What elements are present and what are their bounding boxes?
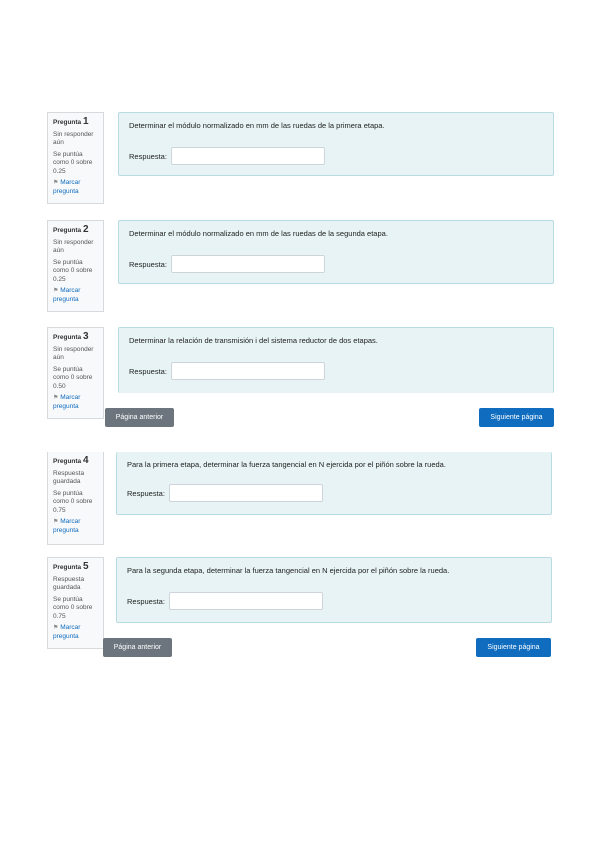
flag-icon: ⚑ — [53, 180, 59, 186]
question-state: Sin responder aún — [53, 345, 94, 361]
question-state: Respuesta guardada — [53, 469, 85, 485]
answer-label: Respuesta: — [129, 152, 167, 161]
question-info — [47, 220, 104, 312]
answer-label: Respuesta: — [127, 597, 165, 606]
question-number: Pregunta 5 — [53, 561, 89, 572]
question-info — [47, 112, 104, 204]
question-grade: Se puntúa como 0 sobre 0.25 — [53, 258, 93, 283]
flag-question-link[interactable]: ⚑ Marcar pregunta — [53, 179, 81, 195]
answer-input[interactable] — [169, 592, 323, 610]
question-number: Pregunta 3 — [53, 331, 89, 342]
question-content — [116, 557, 552, 623]
question-grade: Se puntúa como 0 sobre 0.50 — [53, 365, 93, 390]
question-content — [118, 327, 554, 393]
answer-input[interactable] — [171, 255, 325, 273]
question-content — [118, 112, 554, 176]
question-content — [116, 452, 552, 515]
flag-question-link[interactable]: ⚑ Marcar pregunta — [53, 518, 81, 534]
question-info — [47, 327, 104, 419]
answer-input[interactable] — [169, 484, 323, 502]
previous-page-button[interactable]: Página anterior — [105, 408, 174, 427]
question-state: Respuesta guardada — [53, 575, 85, 591]
question-text: Determinar el módulo normalizado en mm de las ruedas de la segunda etapa. — [129, 229, 388, 238]
question-number: Pregunta 1 — [53, 116, 89, 127]
flag-icon: ⚑ — [53, 625, 59, 631]
question-text: Determinar la relación de transmisión i del sistema reductor de dos etapas. — [129, 336, 378, 345]
flag-icon: ⚑ — [53, 519, 59, 525]
question-grade: Se puntúa como 0 sobre 0.75 — [53, 595, 93, 620]
flag-icon: ⚑ — [53, 395, 59, 401]
page-break-mask — [118, 393, 558, 403]
question-content — [118, 220, 554, 284]
question-info — [47, 557, 104, 649]
question-text: Para la primera etapa, determinar la fuerza tangencial en N ejercida por el piñón sobre la rueda. — [127, 460, 446, 469]
question-grade: Se puntúa como 0 sobre 0.25 — [53, 150, 93, 175]
answer-input[interactable] — [171, 147, 325, 165]
question-state: Sin responder aún — [53, 238, 94, 254]
previous-page-button[interactable]: Página anterior — [103, 638, 172, 657]
answer-input[interactable] — [171, 362, 325, 380]
flag-question-link[interactable]: ⚑ Marcar pregunta — [53, 624, 81, 640]
question-info — [47, 452, 104, 545]
question-text: Para la segunda etapa, determinar la fuerza tangencial en N ejercida por el piñón sobre la rueda. — [127, 566, 450, 575]
next-page-button[interactable]: Siguiente página — [479, 408, 554, 427]
answer-label: Respuesta: — [129, 260, 167, 269]
answer-label: Respuesta: — [127, 489, 165, 498]
question-text: Determinar el módulo normalizado en mm de las ruedas de la primera etapa. — [129, 121, 385, 130]
next-page-button[interactable]: Siguiente página — [476, 638, 551, 657]
question-grade: Se puntúa como 0 sobre 0.75 — [53, 489, 93, 514]
question-number: Pregunta 4 — [53, 455, 89, 466]
question-number: Pregunta 2 — [53, 224, 89, 235]
question-state: Sin responder aún — [53, 130, 94, 146]
flag-icon: ⚑ — [53, 288, 59, 294]
flag-question-link[interactable]: ⚑ Marcar pregunta — [53, 287, 81, 303]
flag-question-link[interactable]: ⚑ Marcar pregunta — [53, 394, 81, 410]
answer-label: Respuesta: — [129, 367, 167, 376]
